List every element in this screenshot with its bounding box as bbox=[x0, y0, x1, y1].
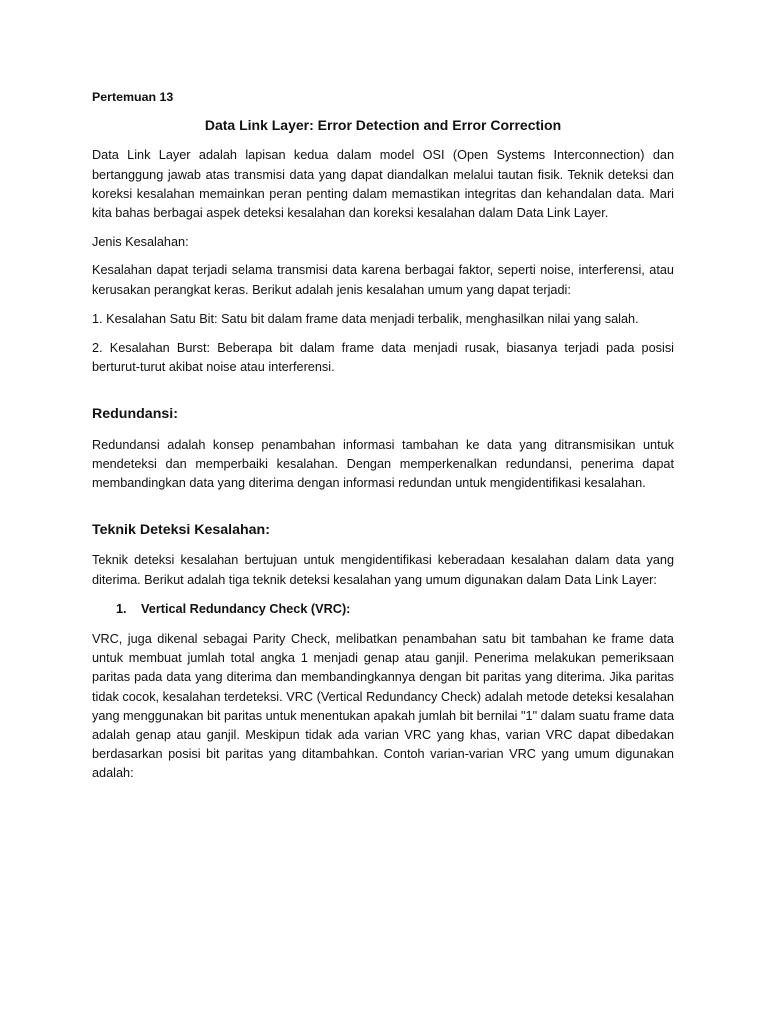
document-title: Data Link Layer: Error Detection and Error Correction bbox=[204, 117, 562, 134]
vrc-paragraph: VRC, juga dikenal sebagai Parity Check, melibatkan penambahan satu bit tambahan ke frame data untuk membuat jumlah total angka 1 menjadi genap atau ganjil. Penerima melakukan pemeriksaan paritas pada data yang diterima dan membandingkannya dengan bit paritas yang diterima. Jika paritas tidak cocok, kesalahan terdeteksi. VRC (Vertical Redundancy Check) adalah metode deteksi kesalahan yang menggunakan bit paritas untuk menentukan apakah jumlah bit bernilai "1" dalam suatu frame data adalah genap atau ganjil. Meskipun tidak ada varian VRC yang khas, varian VRC dapat dibedakan berdasarkan posisi bit paritas yang ditambahkan. Contoh varian-varian VRC yang umum digunakan adalah: bbox=[92, 632, 674, 781]
redundancy-heading: Redundansi: bbox=[92, 406, 178, 423]
error-types-intro: Kesalahan dapat terjadi selama transmisi data karena berbagai faktor, seperti noise, interferensi, atau kerusakan perangkat keras. Berikut adalah jenis kesalahan umum yang dapat terjadi: bbox=[92, 263, 674, 297]
detection-heading: Teknik Deteksi Kesalahan: bbox=[92, 522, 270, 539]
meeting-label: Pertemuan 13 bbox=[92, 90, 174, 104]
vrc-title: Vertical Redundancy Check (VRC): bbox=[141, 601, 351, 616]
redundancy-paragraph: Redundansi adalah konsep penambahan informasi tambahan ke data yang ditransmisikan untuk mendeteksi dan memperbaiki kesalahan. Dengan memperkenalkan redundansi, penerima dapat membandingkan data yang diterima dengan informasi redundan untuk mengidentifikasi kesalahan. bbox=[92, 437, 674, 491]
detection-paragraph: Teknik deteksi kesalahan bertujuan untuk mengidentifikasi keberadaan kesalahan dalam data yang diterima. Berikut adalah tiga teknik deteksi kesalahan yang umum digunakan dalam Data Link Layer: bbox=[92, 553, 674, 587]
vrc-number: 1. bbox=[116, 601, 127, 616]
document-page bbox=[92, 88, 674, 794]
error-type-burst: 2. Kesalahan Burst: Beberapa bit dalam frame data menjadi rusak, biasanya terjadi pada posisi berturut-turut akibat noise atau interferensi. bbox=[92, 341, 674, 375]
vrc-heading bbox=[92, 600, 674, 619]
intro-paragraph: Data Link Layer adalah lapisan kedua dalam model OSI (Open Systems Interconnection) dan bertanggung jawab atas transmisi data yang dapat diandalkan melalui tautan fisik. Teknik deteksi dan koreksi kesalahan memainkan peran penting dalam memastikan integritas dan kehandalan data. Mari kita bahas berbagai aspek deteksi kesalahan dan koreksi kesalahan dalam Data Link Layer. bbox=[92, 148, 674, 221]
error-type-single-bit: 1. Kesalahan Satu Bit: Satu bit dalam frame data menjadi terbalik, menghasilkan nilai yang salah. bbox=[92, 311, 639, 326]
error-types-label: Jenis Kesalahan: bbox=[92, 235, 189, 250]
